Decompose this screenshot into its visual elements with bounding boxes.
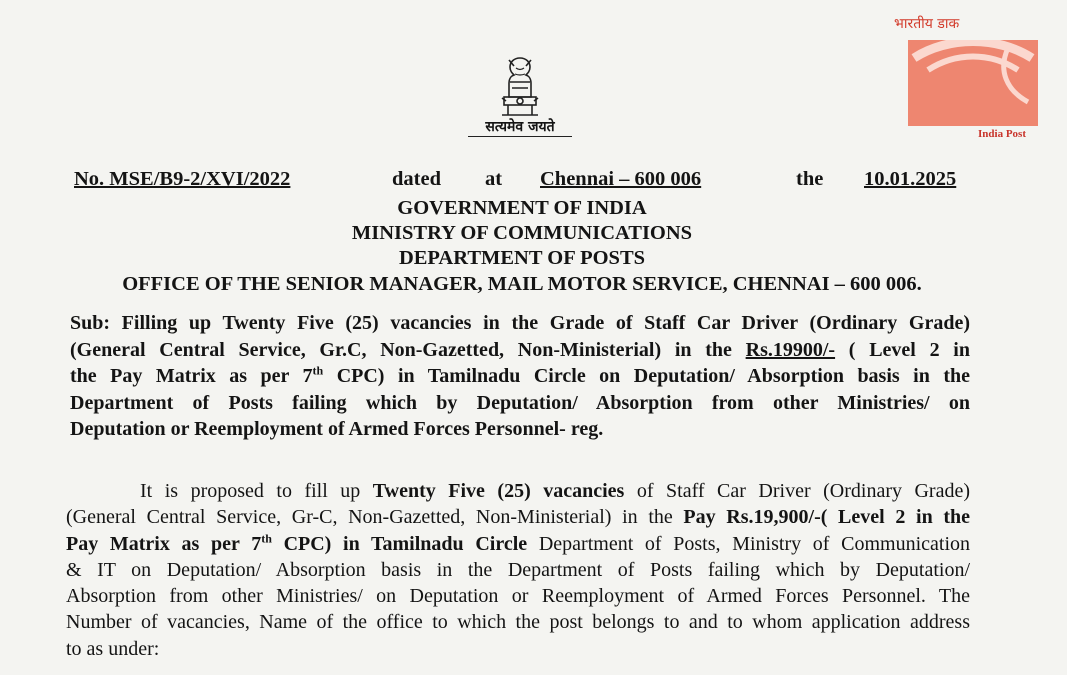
body-line: It is proposed to fill up Twenty Five (25) vacancies of Staff Car Driver (Ordinary Grade) [140, 480, 971, 502]
reference-at-label: at [485, 168, 503, 190]
header-office: OFFICE OF THE SENIOR MANAGER, MAIL MOTOR SERVICE, CHENNAI – 600 006. [122, 273, 922, 295]
reference-the-label: the [796, 168, 824, 190]
subject-line: the Pay Matrix as per 7th CPC) in Tamilnadu Circle on Deputation/ Absorption basis in the [70, 363, 970, 387]
emblem-motto: सत्यमेव जयते [468, 118, 572, 137]
reference-place: Chennai – 600 006 [540, 168, 702, 190]
subject-line: (General Central Service, Gr.C, Non-Gazetted, Non-Ministerial) in the Rs.19900/- ( Level 2 in [70, 338, 970, 361]
reference-number: No. MSE/B9-2/XVI/2022 [74, 168, 291, 190]
logo-brand-text: India Post [978, 128, 1026, 140]
pay-amount: Rs.19900/- [745, 338, 836, 361]
header-ministry: MINISTRY OF COMMUNICATIONS [351, 222, 693, 244]
body-paragraph [66, 478, 970, 662]
reference-line [74, 166, 970, 192]
reference-date: 10.01.2025 [864, 168, 957, 190]
body-line: Number of vacancies, Name of the office to which the post belongs to and to whom application address [66, 611, 970, 634]
reference-dated-label: dated [392, 168, 441, 190]
national-emblem [468, 52, 572, 142]
logo-hindi-text: भारतीय डाक [894, 16, 960, 32]
body-line: & IT on Deputation/ Absorption basis in the Department of Posts failing which by Deputation/ [66, 558, 970, 581]
india-post-logo [880, 10, 1052, 146]
body-line: Pay Matrix as per 7th CPC) in Tamilnadu Circle Department of Posts, Ministry of Communication [66, 530, 970, 555]
india-post-mark-icon [908, 40, 1038, 126]
subject-line: Department of Posts failing which by Deputation/ Absorption from other Ministries/ on [70, 391, 970, 414]
body-line: (General Central Service, Gr-C, Non-Gazetted, Non-Ministerial) in the Pay Rs.19,900/-( Level 2 in the [66, 506, 971, 529]
lion-capital-icon [496, 52, 544, 118]
subject-line: Deputation or Reemployment of Armed Forces Personnel- reg. [70, 418, 604, 440]
body-line: to as under: [66, 637, 160, 660]
header-department: DEPARTMENT OF POSTS [398, 247, 646, 269]
subject-paragraph [70, 310, 970, 443]
header-government: GOVERNMENT OF INDIA [397, 197, 647, 219]
body-line: Absorption from other Ministries/ on Deputation or Reemployment of Armed Forces Personnel. The [66, 585, 970, 608]
subject-line: Sub: Filling up Twenty Five (25) vacancies in the Grade of Staff Car Driver (Ordinary Grade) [70, 312, 970, 334]
